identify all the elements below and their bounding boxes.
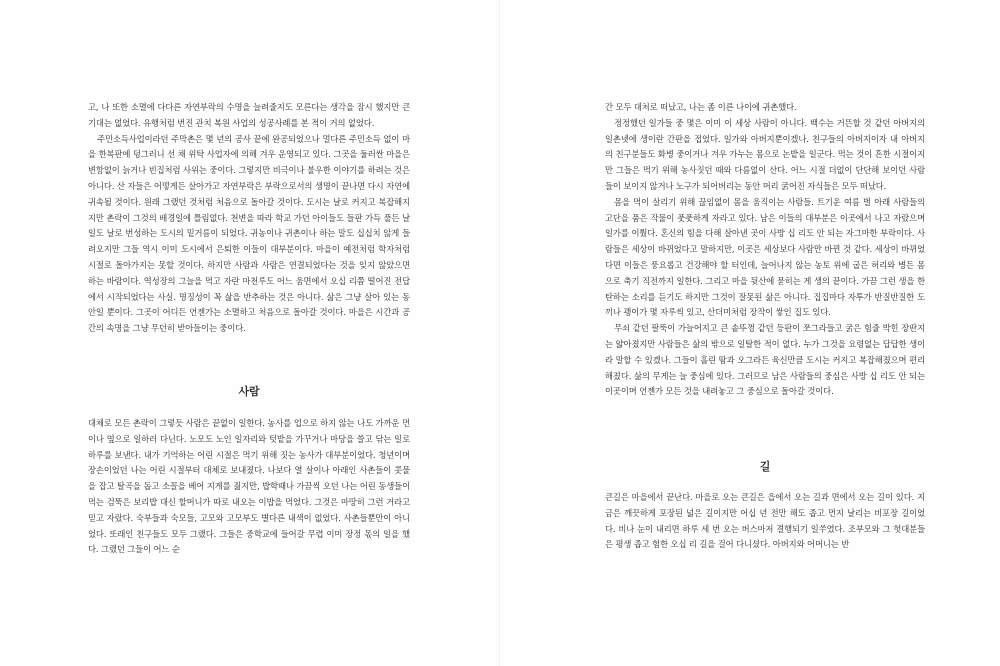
paragraph: 정정했던 일가들 중 몇은 이미 이 세상 사람이 아니다. 백수는 거뜬할 것 같던 아버지의 일촌넷에 생이란 간판을 접었다. 일가와 아버지뿐이겠나. 친구들의 아버지이자 내 아버지의 친구분들도 화병 중이거나 겨우 가누는 몸으로 논밭을 일군다. 먹는 것이 흔한 시절이지만 그들은 먹기 위해 농사짓던 때와 다름없이 산다. 어느 시절 더없이 단단해 보이던 사람들이 보이지 않거나 노구가 되어버리는 동안 머리 굵어진 자식들은 모두 떠났다. <box>605 117 925 191</box>
paragraph: 간 모두 대처로 떠났고, 나는 좀 이른 나이에 귀촌했다. <box>605 102 797 112</box>
paragraph: 고, 나 또한 소멸에 다다른 자연부락의 수명을 늘려줄지도 모른다는 생각을 잠시 했지만 큰 기대는 없었다. 유행처럼 번진 관치 복원 사업의 성공사례를 본 적이 거의 없었다. <box>88 102 410 128</box>
paragraph: 큰길은 마을에서 끝난다. 마을로 오는 큰길은 읍에서 오는 길과 면에서 오는 길이 있다. 지금은 깨끗하게 포장된 넓은 길이지만 어십 년 전만 해도 좁고 먼지 날리는 비포장 길이었다. 비나 눈이 내리면 하루 세 번 오는 버스마저 결행되기 일쑤였다. 조부모와 그 헛대분들은 평생 좁고 험한 오십 리 길을 걸어 다니셨다. 아버지와 어머니는 반 <box>605 492 925 550</box>
section-heading-road: 길 <box>759 460 771 473</box>
section-heading-people: 사람 <box>238 385 260 398</box>
left-text-block-1 <box>88 100 410 337</box>
paragraph: 대체로 모든 촌락이 그렇듯 사람은 끝없이 일한다. 농사를 업으로 하지 않는 나도 가까운 먼이나 옆으로 일하러 다닌다. 노모도 노인 일자리와 텃밭을 가꾸거나 마당을 쓸고 닦는 일로 하루를 보낸다. 내가 기억하는 어린 시절은 먹기 위해 짓는 농사가 대부분이었다. 청년이며 장손이었던 나는 어린 시절부터 대체로 보내졌다. 나보다 열 살이나 아래인 사촌들이 콧물을 잡고 탈곡을 돕고 소꼴을 베어 지게를 짊지만, 밥학때나 가끔씩 오던 나는 어린 동생들이 먹는 검뚝은 보리밥 대신 할머니가 따로 내오는 이밥을 먹었다. 그것은 마땅히 그런 거라고 믿고 자랐다. 숙부들과 숙모들, 고모와 고모부도 별다른 내색이 없었다. 사촌들뿐만이 아니었다. 또래인 친구들도 모두 그랬다. 그들은 중학교에 들어갈 무렵 이미 장정 몫의 일을 했다. 그랬던 그들이 어느 순 <box>88 418 410 555</box>
left-text-block-2 <box>88 416 410 558</box>
right-page <box>500 0 1000 666</box>
paragraph: 무쇠 같던 팔뚝이 가늘어지고 큰 솥뚜껑 같던 등판이 쪼그라들고 굵은 힘줄 박힌 장딴지는 얇아졌지만 사람들은 삶의 밖으로 일탈한 적이 없다. 누가 그것을 요령없는 답답한 생이라 말할 수 있겠나. 그들이 흘린 땀과 오그라든 육신만큼 도시는 커지고 복잡해졌으며 편리해졌다. 삶의 무게는 늘 중심에 있다. 그러므로 남은 사람들의 중심은 사방 십 리도 안 되는 이곳이며 언젠가 모든 것을 내려놓고 그 중심으로 돌아갈 것이다. <box>605 323 925 397</box>
paragraph: 주민소득사업이라던 주막촌은 몇 년의 공사 끝에 완공되었으나 멀다른 주민소득 없이 마을 한복판에 덩그러니 선 채 위탁 사업자에 의해 겨우 운영되고 있다. 그곳을 둘러싼 마을은 변함없이 늙거나 빈집처럼 사위는 중이다. 그렇지만 비극이나 불우한 이야기를 하려는 것은 아니다. 산 자들은 어떻게든 살아가고 자연부락은 부락으로서의 생명이 끝나면 다시 자연에 귀속될 것이다. 원래 그랬던 것처럼 처음으로 돌아갈 것이다. 도시는 날로 커지고 복잡해지지만 촌락이 그것의 배경일에 틀림없다. 천변을 따라 학교 가던 아이들도 들판 가득 풀든 날일도 날로 번성하는 도시의 밑거름이 되었다. 귀농이나 귀촌이나 하는 말도 십십치 않게 들려오지만 그들 역시 이미 도시에서 은퇴한 이들이 대부분이다. 마을이 예전처럼 학자처럼 시절로 돌아가지는 못할 것이다. 하지만 사람과 사람은 연결되었다는 것을 잊지 않았으면 하는 바람이다. 역성장의 그늘을 먹고 자란 마천루도 어느 움면에서 오십 리쯤 떨어진 전답에서 시작되었다는 사실. 명징성이 꼭 삶을 반추하는 것은 아니다. 삶은 그냥 살아 있는 동안일 뿐이다. 그곳이 어디든 언젠가는 소멸하고 처음으로 돌아갈 것이다. 마을은 시간과 공간의 속명을 그냥 무던히 받아들이는 중이다. <box>88 133 410 334</box>
right-text-block-2 <box>605 490 925 553</box>
right-text-block-1 <box>605 100 925 400</box>
left-section <box>88 384 410 400</box>
right-section <box>605 459 925 475</box>
paragraph: 몸을 먹이 살리기 위해 끊임없이 몸을 움직이는 사람들. 트기운 여름 벌 아래 사람들의 고단을 품은 작물이 풋풋하게 자라고 있다. 남은 이들의 대부분은 이곳에서 나고 자랐으며 일가를 이뤘다. 혼신의 힘을 다해 살아낸 곳이 사방 십 리도 안 되는 자그마한 부락이다. 사람들은 세상이 바뀌었다고 말하지만, 이곳은 세상보다 사람만 바뀐 것 같다. 세상이 바뀌었다면 이들은 풍요롭고 건강해야 할 터인데, 늘어나지 않는 농토 위에 굽은 허리와 병든 몸으로 축기 직전까지 일한다. 그리고 마을 뒷산에 묻히는 게 생의 끝이다. 가끔 그런 생을 한탄하는 소리를 듣기도 하지만 그것이 잘못된 삶은 아니다. 집집마다 자투가 반질반질한 도끼나 괭이가 몇 자루씩 있고, 산더미처럼 장작이 쌓인 집도 있다. <box>605 196 925 318</box>
